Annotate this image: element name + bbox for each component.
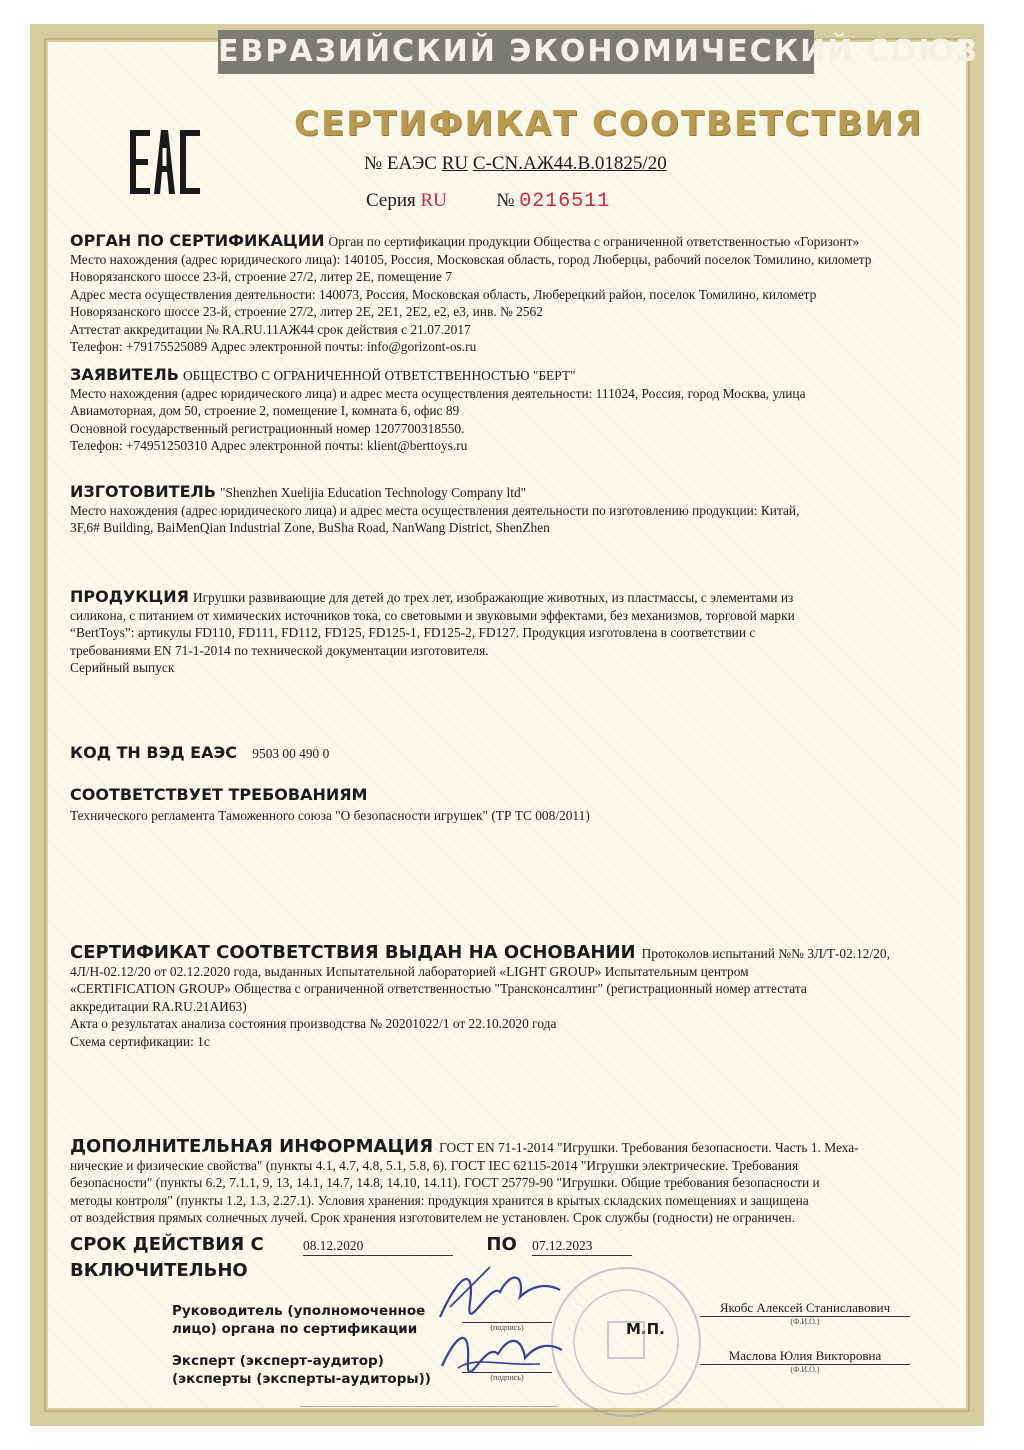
head-name: Якобс Алексей Станиславович [700,1300,910,1317]
series-row: Серия RU № 0216511 [366,190,611,213]
validity-to-label: ПО [486,1234,517,1255]
certificate-number: № ЕАЭС RU C-CN.АЖ44.В.01825/20 [364,153,667,174]
conforms-heading: СООТВЕТСТВУЕТ ТРЕБОВАНИЯМ [70,785,368,804]
expert-signature [430,1316,570,1382]
product-heading: ПРОДУКЦИЯ [70,587,189,606]
basis-heading: СЕРТИФИКАТ СООТВЕТСТВИЯ ВЫДАН НА ОСНОВАНИИ [70,942,636,963]
additional-section: ДОПОЛНИТЕЛЬНАЯ ИНФОРМАЦИЯ ГОСТ EN 71-1-2014 "Игрушки. Требования безопасности. Часть 1. Меха- нические и физические свойства" (пункты 4.1, 4.7, 4.8, 5.1, 5.8, 6). ГОСТ IEC 62115-2014 "Игрушки электрические. Требования безопасности" (пункты 6.2, 7.1.1, 9, 13, 14.1, 14.7, 14.8, 14.10, 14.11). ГОСТ 25779-90 "Игрушки. Общие требования безопасности и методы контроля" (пункты 1.2, 1.3, 2.27.1). Условия хранения: продукция хранится в крытых складских помещениях и защищена от воздействия прямых солнечных лучей. Срок хранения изготовителем не установлен. Срок службы (годности) не ограничен. [70,1136,859,1225]
validity-to-date: 07.12.2023 [532,1237,632,1256]
code-value: 9503 00 490 0 [252,746,330,761]
additional-heading: ДОПОЛНИТЕЛЬНАЯ ИНФОРМАЦИЯ [70,1136,434,1157]
manufacturer-section: ИЗГОТОВИТЕЛЬ "Shenzhen Xuelijia Education Technology Company ltd" Место нахождения (адрес юридического лица) и адрес места осуществления деятельности по изготовлению продукции: Китай, 3F,6# Building, BaiMenQian Industrial Zone, BuSha Road, NanWang District, ShenZhen [70,482,800,535]
signature-caption-1: (подпись) [462,1322,552,1332]
applicant-heading: ЗАЯВИТЕЛЬ [70,365,179,384]
code-heading: КОД ТН ВЭД ЕАЭС [70,743,237,762]
cert-number-ru: RU [441,153,469,174]
manufacturer-heading: ИЗГОТОВИТЕЛЬ [70,482,216,501]
seal-label: М.П. [626,1320,665,1338]
validity-from-date: 08.12.2020 [303,1237,453,1256]
print-footer: ──────────────────────────────────────────────────── [300,1403,558,1411]
validity-inclusive: ВКЛЮЧИТЕЛЬНО [70,1259,248,1281]
expert-name: Маслова Юлия Викторовна [700,1348,910,1365]
fio-caption-1: (Ф.И.О.) [790,1317,820,1326]
head-label: Руководитель (уполномоченное лицо) органа по сертификации [172,1303,426,1337]
product-section: ПРОДУКЦИЯ Игрушки развивающие для детей до трех лет, изображающие животных, из пластмассы, с элементами из силикона, с питанием от химических источников тока, со световыми и звуковыми эффектами, без механизмов, торговой марки “BertToys”: артикулы FD110, FD111, FD112, FD125, FD125-1, FD125-2, FD127. Продукция изготовлена в соответствии с требованиями EN 71-1-2014 по технической документации изготовителя. Серийный выпуск [70,587,795,675]
serial-number: 0216511 [519,190,611,213]
conforms-section: СООТВЕТСТВУЕТ ТРЕБОВАНИЯМ Технического регламента Таможенного союза "О безопасности игрушек" (ТР ТС 008/2011) [70,785,590,823]
basis-section: СЕРТИФИКАТ СООТВЕТСТВИЯ ВЫДАН НА ОСНОВАНИИ Протоколов испытаний №№ 3Л/Т-02.12/20, 4Л/Н-02.12/20 от 02.12.2020 года, выданных Испытательной лабораторией «LIGHT GROUP» Испытательным центром «CERTIFICATION GROUP» Общества с ограниченной ответственностью "Трансконсалтинг" (регистрационный номер аттестата аккредитации RA.RU.21АИ63) Акта о результатах анализа состояния производства № 20201022/1 от 22.10.2020 года Схема сертификации: 1с [70,942,890,1049]
code-section [70,744,954,763]
certificate-title: СЕРТИФИКАТ СООТВЕТСТВИЯ [294,104,924,144]
organ-section: ОРГАН ПО СЕРТИФИКАЦИИ Орган по сертификации продукции Общества с ограниченной ответственностью «Горизонт» Место нахождения (адрес юридического лица): 140105, Россия, Московская область, город Люберцы, рабочий поселок Томилино, километр Новорязанского шоссе 23-й, строение 27/2, литер 2Е, помещение 7 Адрес места осуществления деятельности: 140073, Россия, Московская область, Люберецкий район, поселок Томилино, километр Новорязанского шоссе 23-й, строение 27/2, литер 2Е, 2Е1, 2Е2, е2, е3, инв. № 2562 Аттестат аккредитации № RA.RU.11АЖ44 срок действия с 21.07.2017 Телефон: +79175525089 Адрес электронной почты: info@gorizont-os.ru [70,231,872,354]
applicant-section: ЗАЯВИТЕЛЬ ОБЩЕСТВО С ОГРАНИЧЕННОЙ ОТВЕТСТВЕННОСТЬЮ "БЕРТ" Место нахождения (адрес юридического лица) и адрес места осуществления деятельности: 111024, Россия, город Москва, улица Авиамоторная, дом 50, строение 2, помещение I, комната 6, офис 89 Основной государственный регистрационный номер 1207700318550. Телефон: +74951250310 Адрес электронной почты: klient@berttoys.ru [70,365,806,453]
expert-label: Эксперт (эксперт-аудитор) (эксперты (эксперты-аудиторы)) [172,1353,431,1387]
organ-heading: ОРГАН ПО СЕРТИФИКАЦИИ [70,231,325,250]
validity-from-label: СРОК ДЕЙСТВИЯ С [70,1234,264,1255]
signature-caption-2: (подпись) [462,1372,552,1382]
fio-caption-2: (Ф.И.О.) [790,1365,820,1374]
seal-stamp [546,1262,706,1422]
union-banner: ЕВРАЗИЙСКИЙ ЭКОНОМИЧЕСКИЙ СОЮЗ [218,30,814,74]
eac-logo [128,128,202,196]
series-value: RU [420,190,447,211]
